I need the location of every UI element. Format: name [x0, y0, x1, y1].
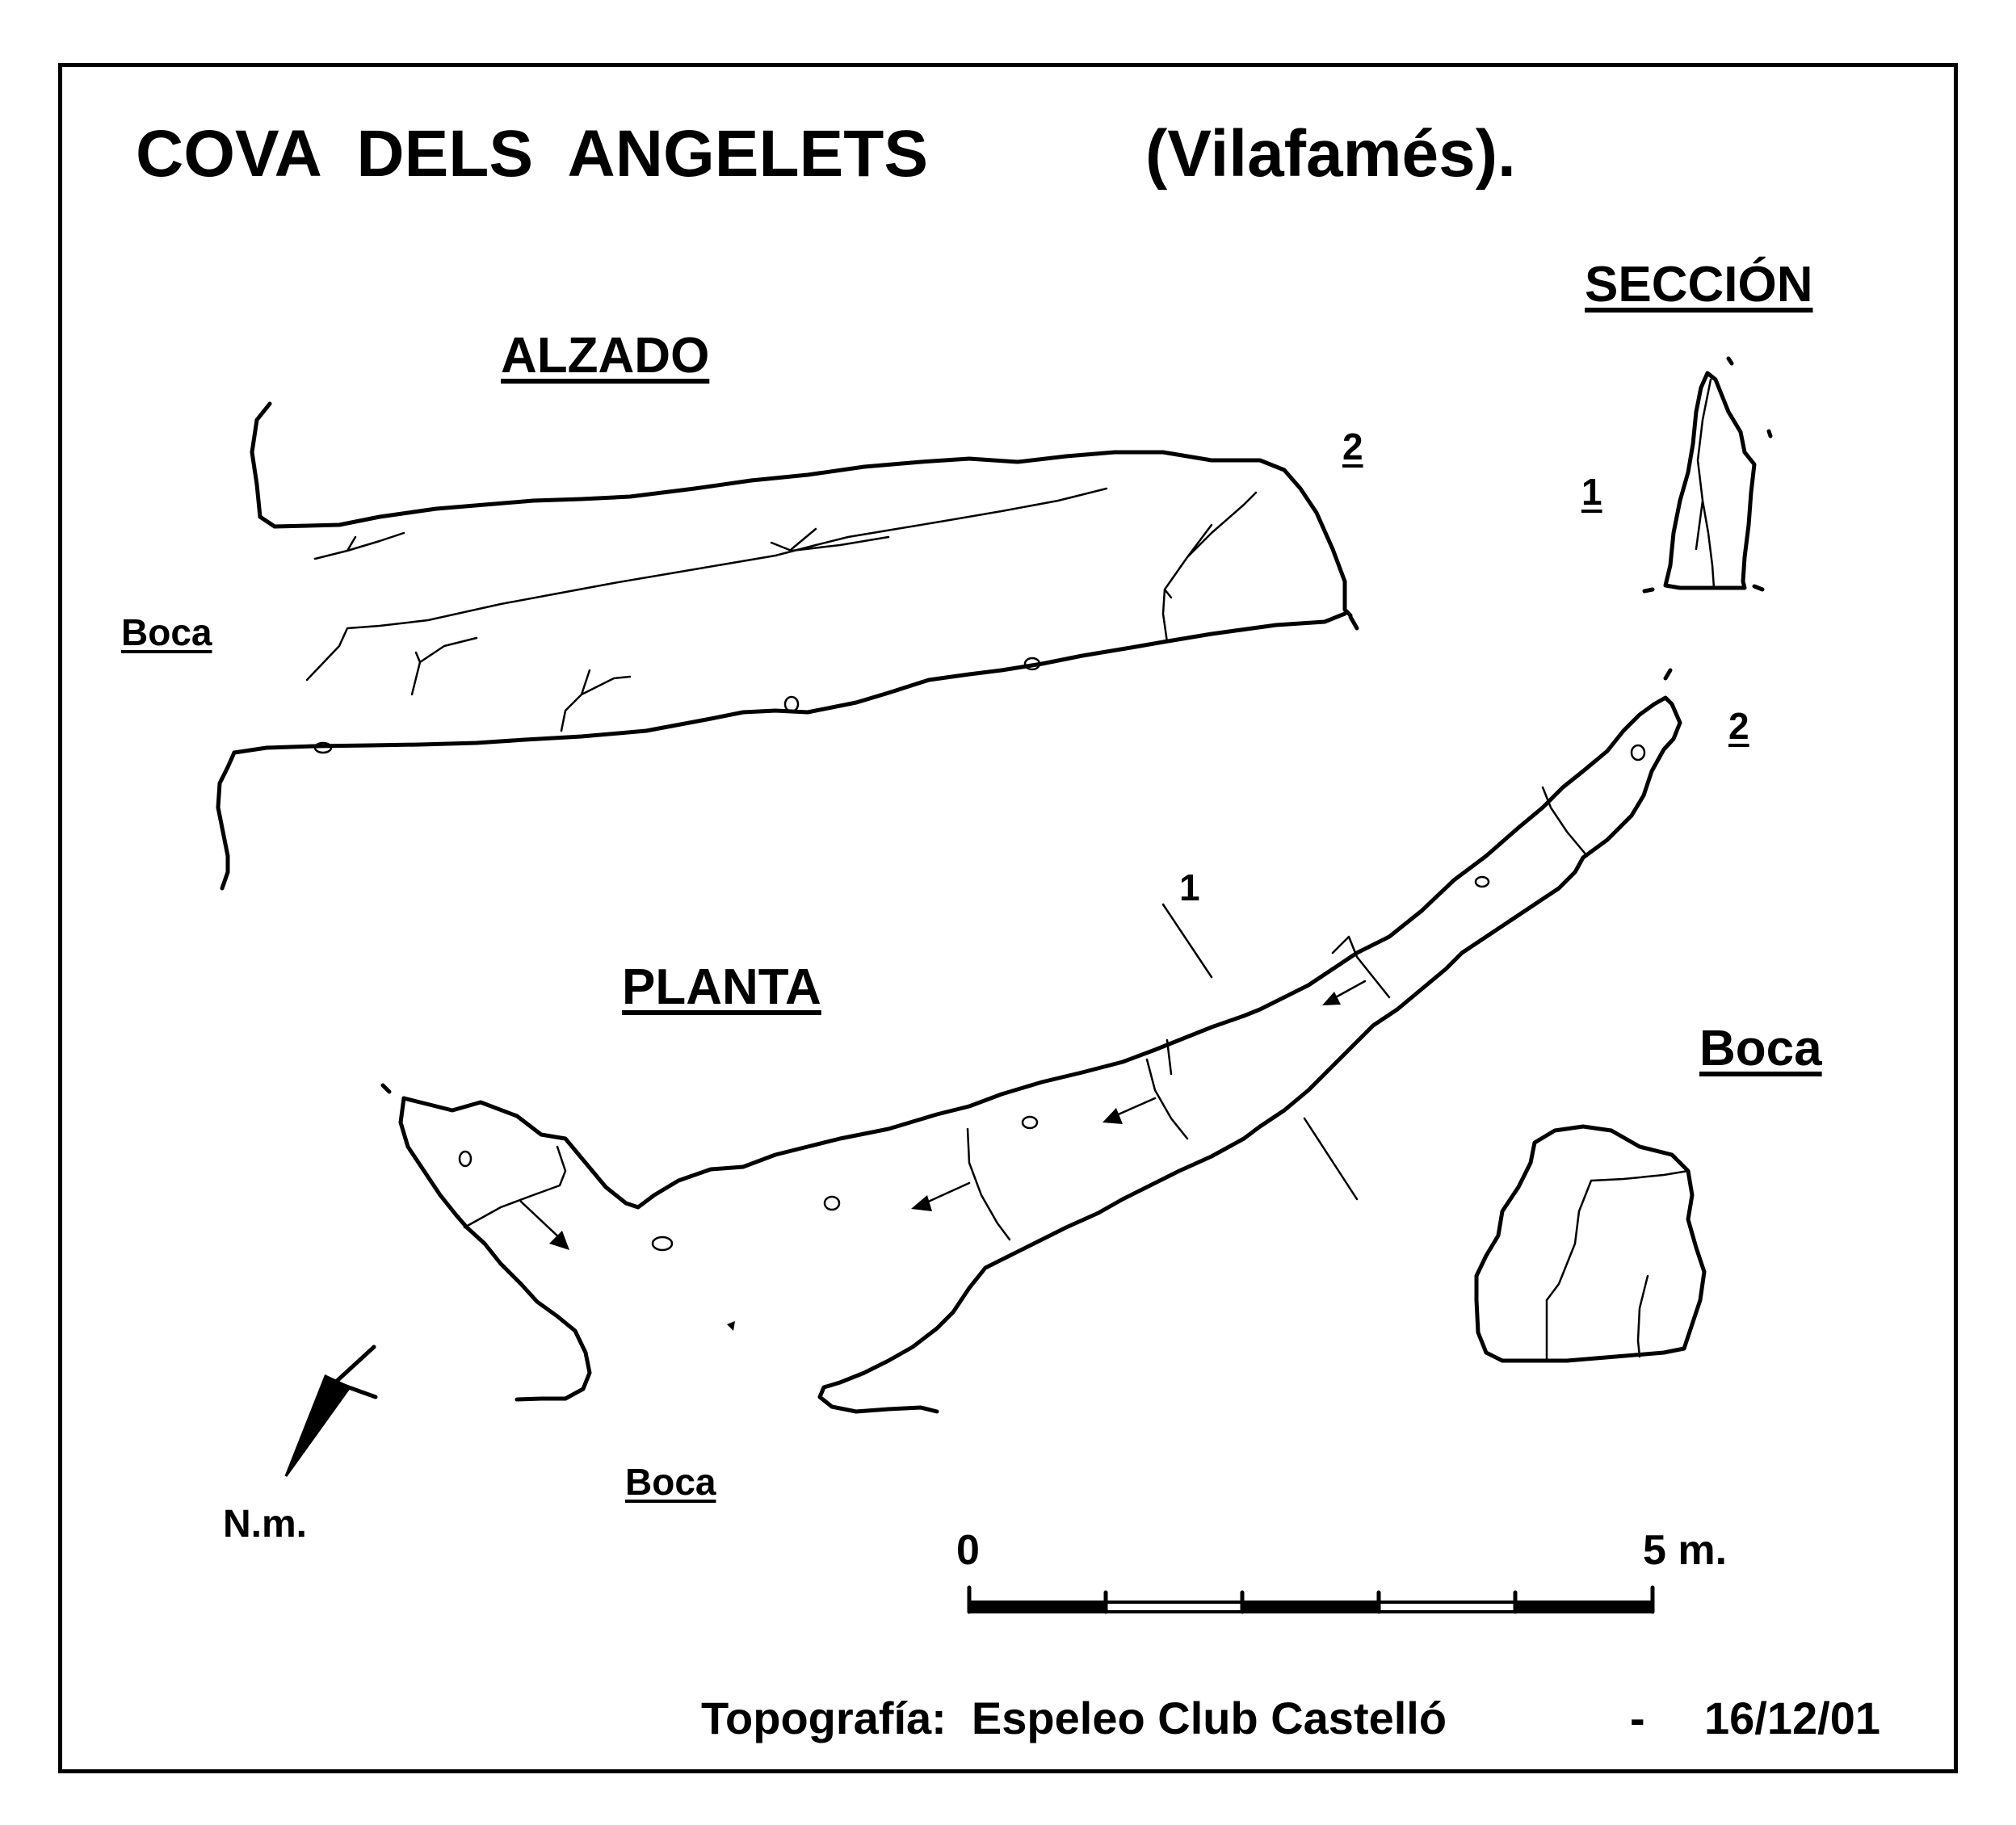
planta-outline-lower [401, 1098, 590, 1399]
marker-planta-2: 2 [1728, 705, 1749, 747]
scale-segment [1515, 1602, 1653, 1612]
alzado-inner-line-1 [315, 533, 404, 559]
planta-pebble [1023, 1117, 1037, 1128]
view-title-planta: PLANTA [622, 959, 821, 1015]
seccion-inner-line [1696, 380, 1714, 588]
slope-arrow-icon [911, 1183, 969, 1211]
alzado-inner-line-2 [307, 489, 1107, 680]
marker-alzado-2: 2 [1342, 426, 1363, 468]
seccion-cross-section [1644, 359, 1770, 591]
boca-inner-lines [1547, 1171, 1688, 1361]
planta-pebble [1632, 745, 1644, 760]
scale-segment [1242, 1602, 1379, 1612]
credits-date: 16/12/01 [1704, 1693, 1880, 1743]
planta-pebble [653, 1237, 672, 1250]
planta-pebble [1476, 877, 1489, 887]
planta-pebble [825, 1197, 839, 1210]
view-title-seccion: SECCIÓN [1585, 257, 1813, 313]
alzado-inner-line-6 [1163, 493, 1256, 642]
credits-separator: - [1630, 1693, 1645, 1743]
cave-title: COVA DELS ANGELETS [136, 117, 929, 191]
alzado-inner-line-5 [561, 670, 630, 731]
alzado-pebble [785, 697, 798, 711]
label-boca-alzado: Boca [121, 611, 212, 653]
planta-plan [383, 670, 1680, 1412]
planta-cross-line [1333, 937, 1389, 997]
planta-pebble [460, 1152, 471, 1166]
slope-arrow-icon [521, 1202, 569, 1250]
slope-arrow-icon [1102, 1098, 1155, 1124]
scale-start-label: 0 [956, 1527, 980, 1574]
north-label: N.m. [223, 1503, 308, 1546]
marker-seccion-1: 1 [1581, 471, 1602, 513]
alzado-ceiling-line [252, 404, 1350, 615]
planta-outline-upper [404, 698, 1680, 1412]
boca-entrance-view [1476, 1126, 1704, 1361]
marker-planta-1: 1 [1179, 866, 1200, 908]
planta-pebble [727, 1321, 735, 1331]
view-title-alzado: ALZADO [501, 328, 710, 384]
planta-cross-line [1543, 787, 1587, 856]
scale-end-label: 5 m. [1643, 1527, 1728, 1574]
section-1-line-bottom [1304, 1118, 1357, 1199]
cave-location: (Vilafamés). [1145, 117, 1516, 191]
north-arrow-icon [286, 1347, 376, 1476]
alzado-right-end [234, 614, 1345, 753]
view-title-boca: Boca [1699, 1021, 1822, 1076]
scale-bar [969, 1588, 1653, 1612]
section-1-line-top [1163, 904, 1212, 977]
alzado-floor-left [218, 753, 234, 888]
alzado-end-tick [1350, 617, 1357, 628]
planta-cross-line [968, 1129, 1010, 1240]
scale-segment [969, 1602, 1106, 1612]
planta-tick [1665, 670, 1670, 678]
label-boca-planta: Boca [625, 1461, 716, 1503]
boca-outline [1476, 1126, 1704, 1361]
planta-tick [383, 1085, 389, 1092]
slope-arrow-icon [1322, 981, 1365, 1005]
alzado-inner-line-4 [412, 638, 477, 694]
planta-cross-line [464, 1147, 565, 1227]
seccion-outline [1665, 373, 1754, 588]
credits-topography: Topografía: Espeleo Club Castelló [701, 1693, 1447, 1743]
alzado-elevation [218, 404, 1357, 888]
